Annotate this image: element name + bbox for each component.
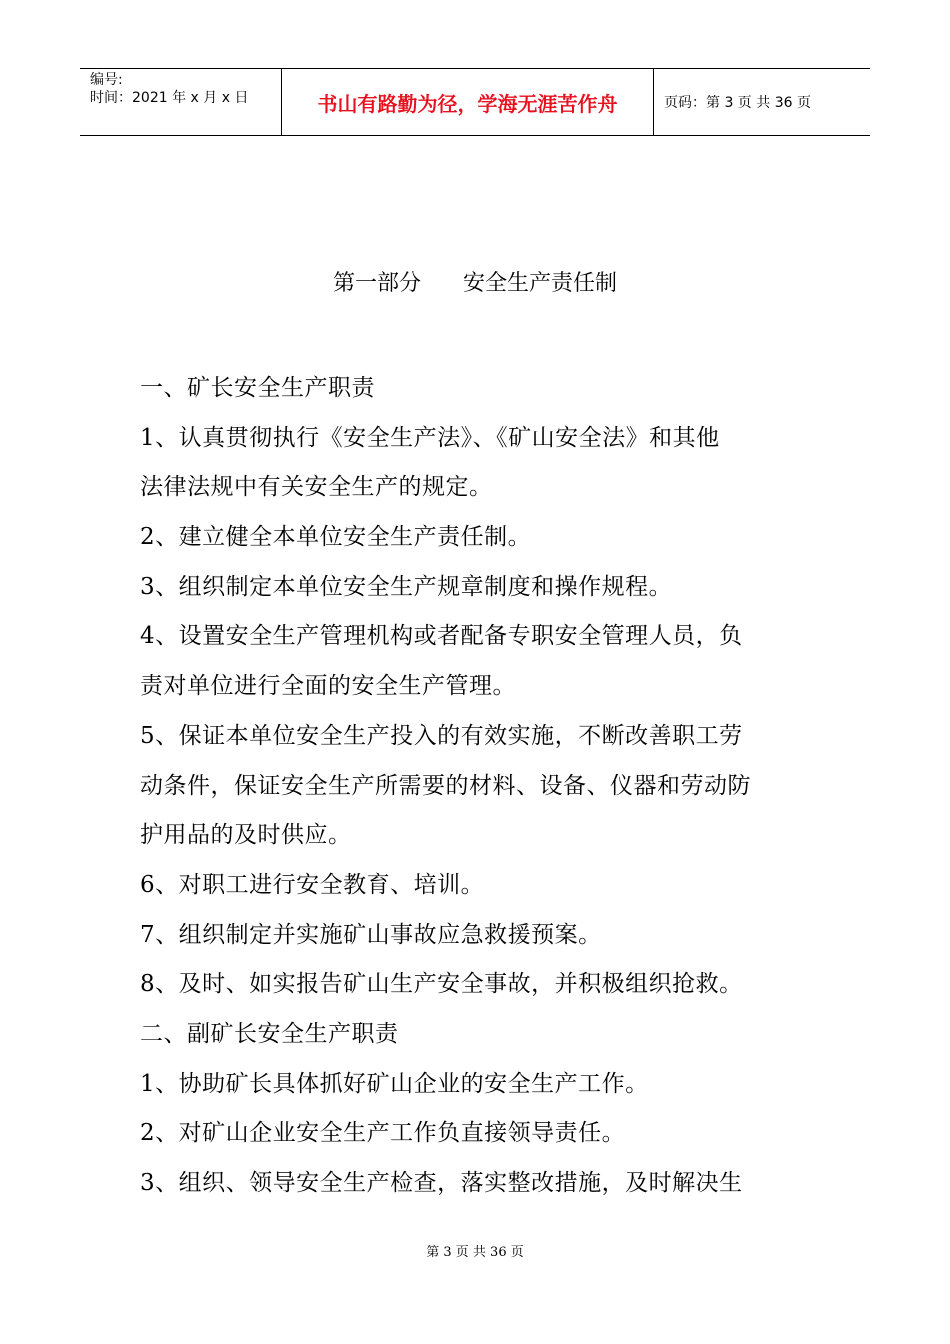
body-line: 2、建立健全本单位安全生产责任制。 [140,524,532,551]
body-line: 1、认真贯彻执行《安全生产法》、《矿山安全法》和其他 [140,424,720,451]
section-heading: 一、矿长安全生产职责 [140,375,375,401]
body-line: 5、保证本单位安全生产投入的有效实施，不断改善职工劳 [140,722,743,749]
page-header [80,68,870,136]
body-line: 责对单位进行全面的安全生产管理。 [140,673,516,700]
body-line: 8、及时、如实报告矿山生产安全事故，并积极组织抢救。 [140,971,743,998]
body-line: 3、组织、领导安全生产检查，落实整改措施，及时解决生 [140,1170,743,1196]
header-motto-cell [282,69,654,135]
document-number-label: 编号: [90,72,123,88]
body-line: 7、组织制定并实施矿山事故应急救援预案。 [140,921,602,948]
section-title: 第一部分 安全生产责任制 [333,271,617,296]
document-body [140,364,820,1209]
body-line: 2、对矿山企业安全生产工作负直接领导责任。 [140,1120,626,1147]
body-line: 6、对职工进行安全教育、培训。 [140,871,485,898]
body-line: 护用品的及时供应。 [140,822,352,849]
header-meta-cell [80,69,282,135]
body-line: 1、协助矿长具体抓好矿山企业的安全生产工作。 [140,1070,649,1097]
body-line: 动条件，保证安全生产所需要的材料、设备、仪器和劳动防 [140,772,751,799]
body-line: 3、组织制定本单位安全生产规章制度和操作规程。 [140,573,673,600]
document-date: 时间：2021 年 x 月 x 日 [90,90,249,106]
header-motto: 书山有路勤为径，学海无涯苦作舟 [317,91,618,116]
section-heading: 二、副矿长安全生产职责 [140,1020,399,1047]
page-footer: 第 3 页 共 36 页 [426,1245,524,1260]
body-line: 4、设置安全生产管理机构或者配备专职安全管理人员，负 [140,623,743,650]
header-page-info: 页码：第 3 页 共 36 页 [664,95,811,111]
header-page-cell [654,69,870,135]
body-line: 法律法规中有关安全生产的规定。 [140,474,493,501]
